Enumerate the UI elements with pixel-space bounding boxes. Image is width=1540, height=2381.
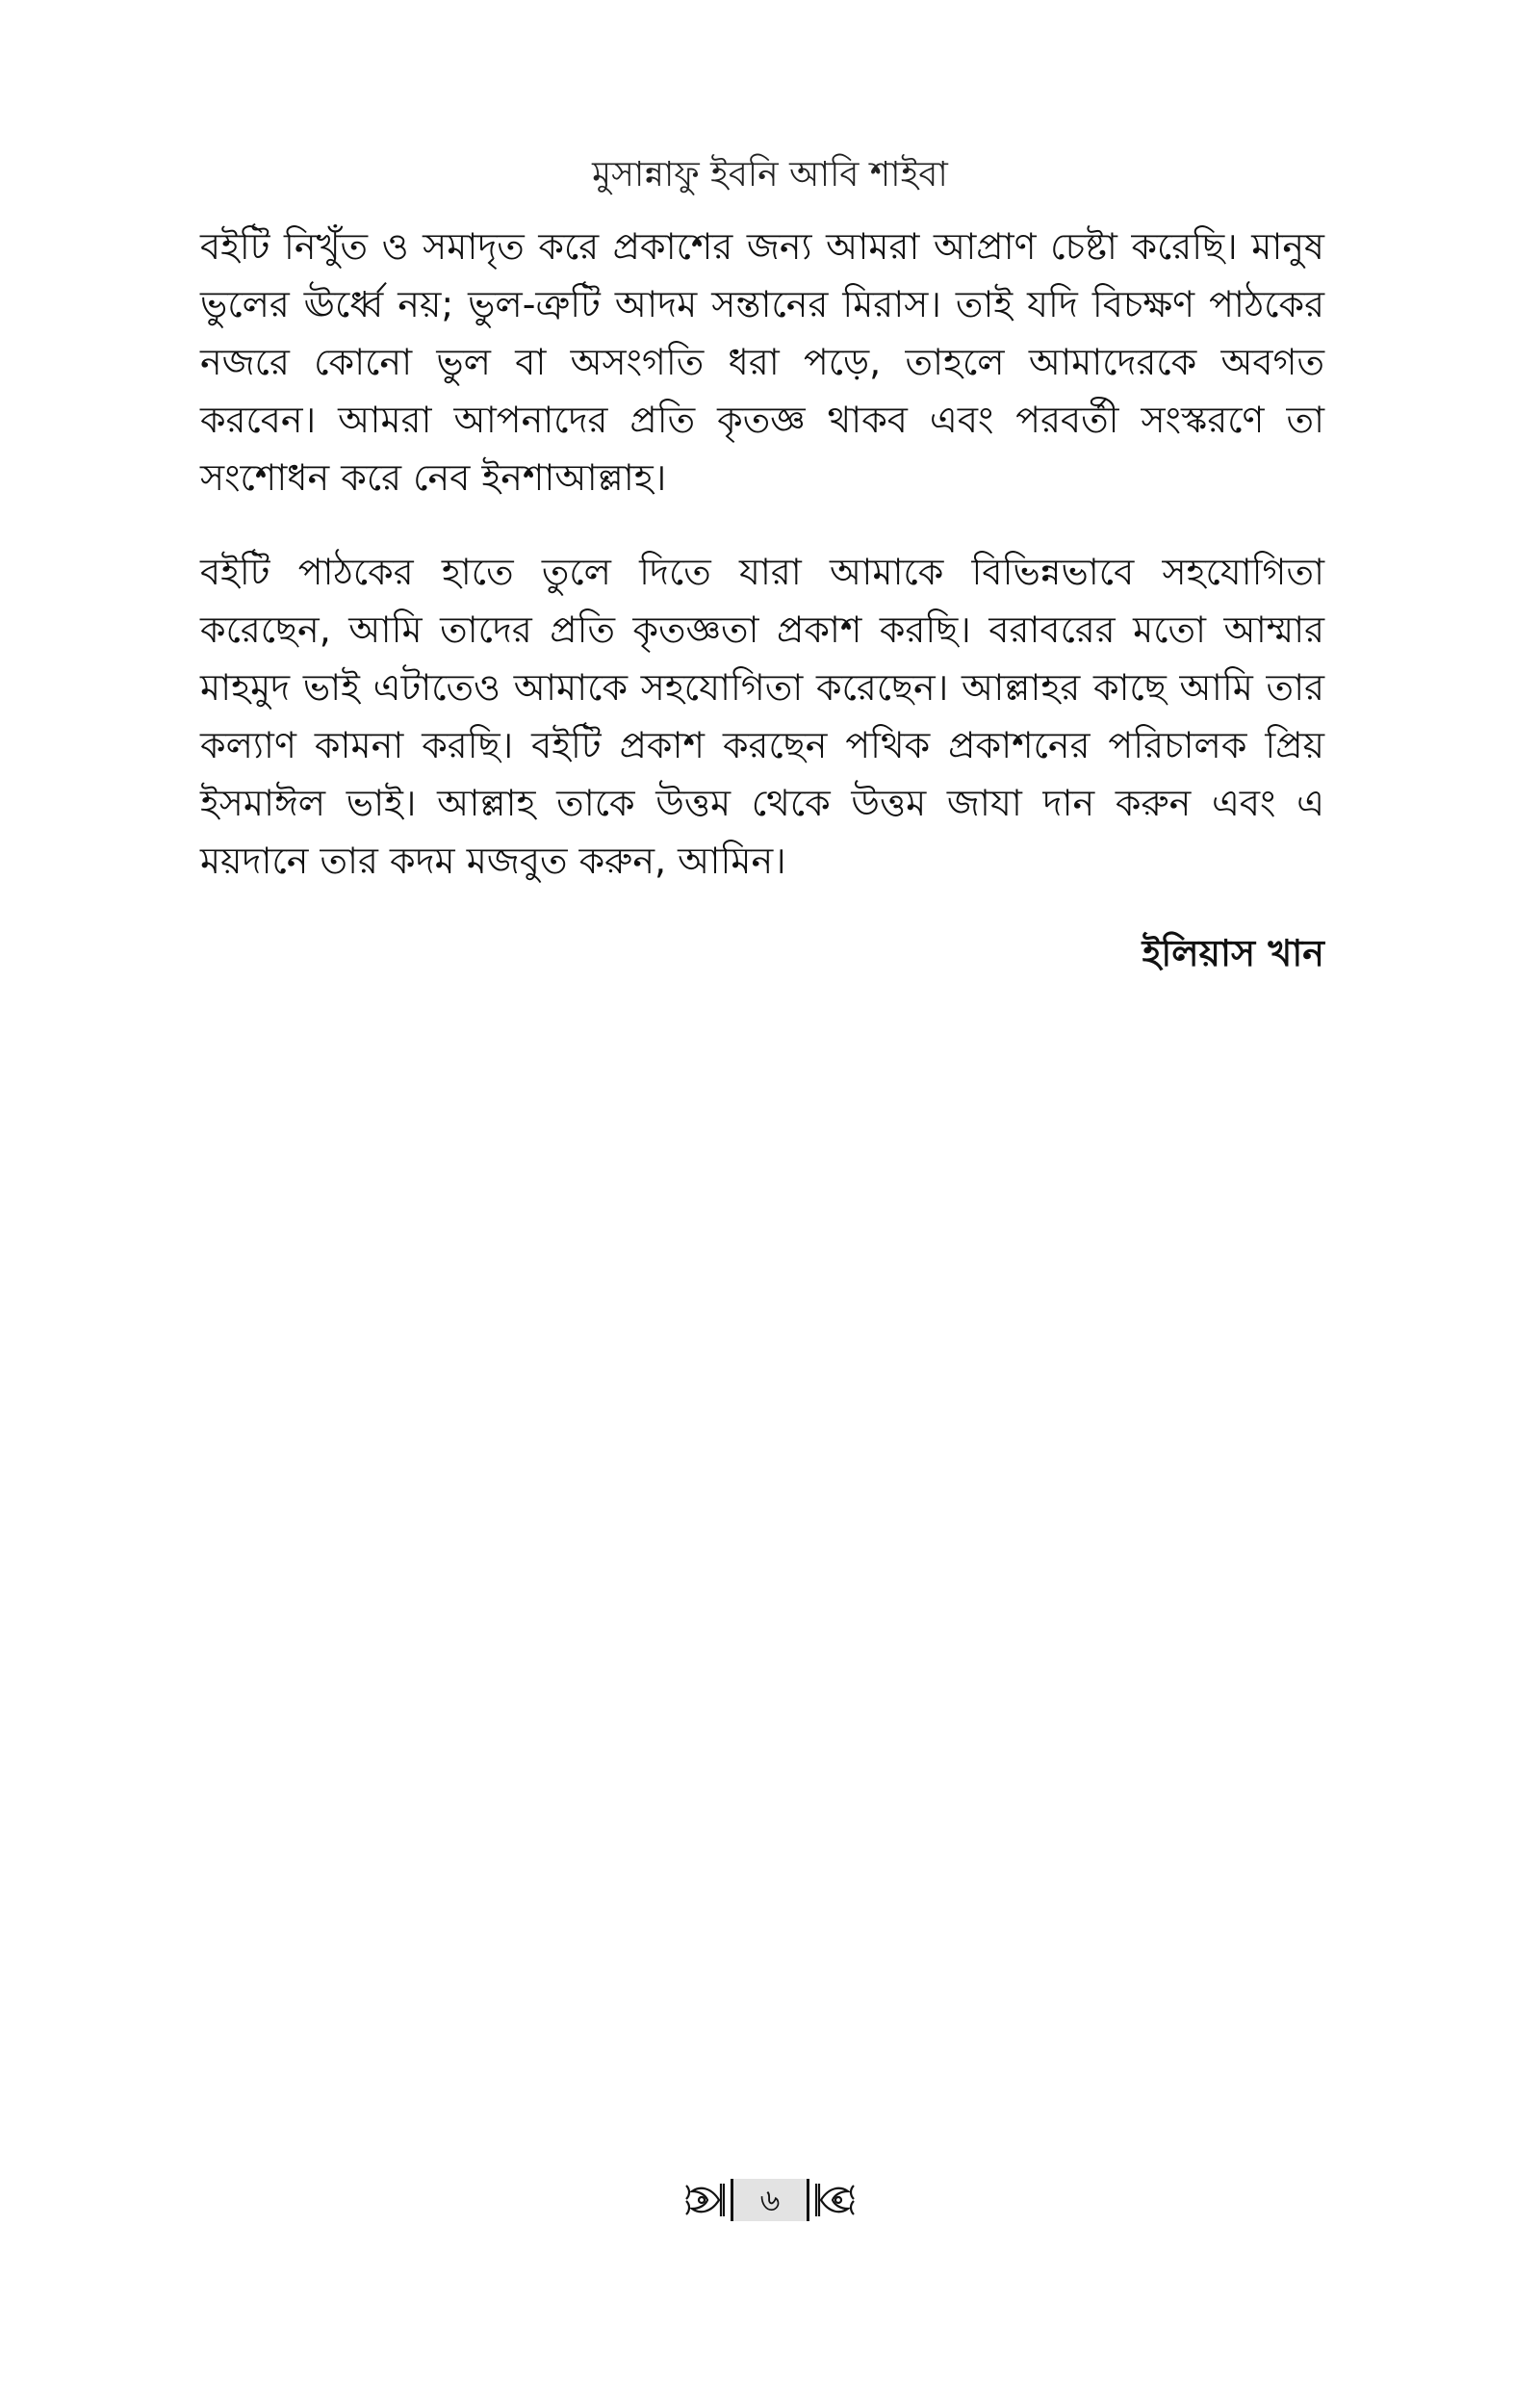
page-number: ৬ [731, 2179, 809, 2221]
paragraph-2: বইটি পাঠকের হাতে তুলে দিতে যারা আমাকে বিভিন্নভাবে সহযোগিতা করেছেন, আমি তাদের প্রতি কৃতজ্ঞতা প্রকাশ করছি। বরাবরের মতো আম্মার মাহমুদ ভাই এটাতেও আমাকে সহযোগিতা করেছেন। আল্লাহর কাছে আমি তার কল্যাণ কামনা করছি। বইটি প্রকাশ করছেন পথিক প্রকাশনের পরিচালক প্রিয় ইসমাঈল ভাই। আল্লাহ তাকে উত্তম থেকে উত্তম জাযা দান করুন এবং এ ময়দানে তার কদম মজবুত করুন, আমিন। [200, 551, 1324, 882]
page-footer [0, 2178, 1540, 2222]
floral-ornament-icon [815, 2178, 860, 2222]
author-signature: ইলিয়াস খান [1142, 932, 1324, 974]
running-header: মুসান্নাফু ইবনি আবি শাইবা [592, 155, 948, 194]
floral-ornament-icon [680, 2178, 725, 2222]
body-text [200, 218, 1324, 982]
paragraph-1: বইটি নিখুঁত ও সমাদৃত করে প্রকাশের জন্য আমরা আপ্রাণ চেষ্টা করেছি। মানুষ ভুলের ঊর্ধ্বে নয়; ভুল-ত্রুটি আদম সন্তানের মিরাস। তাই যদি বিচক্ষণ পাঠকের নজরে কোনো ভুল বা অসংগতি ধরা পড়ে, তাহলে আমাদেরকে অবগত করবেন। আমরা আপনাদের প্রতি কৃতজ্ঞ থাকব এবং পরবর্তী সংস্করণে তা সংশোধন করে নেব ইনশাআল্লাহ। [200, 225, 1324, 499]
